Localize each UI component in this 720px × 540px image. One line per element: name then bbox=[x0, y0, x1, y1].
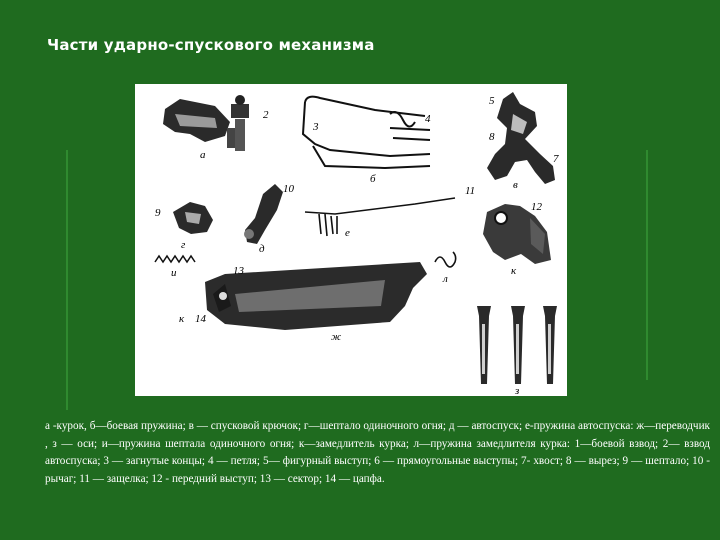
label-n10: 10 bbox=[283, 183, 294, 195]
trigger-part bbox=[487, 92, 555, 184]
accent-line-right bbox=[646, 150, 648, 380]
mechanism-figure bbox=[135, 84, 567, 396]
label-n12: 12 bbox=[531, 201, 542, 213]
sear-part bbox=[173, 202, 213, 234]
label-d: д bbox=[259, 243, 265, 255]
accent-line-left bbox=[66, 150, 68, 410]
label-n8: 8 bbox=[489, 131, 495, 143]
label-n3: 3 bbox=[313, 121, 319, 133]
retarder-spring-part bbox=[435, 252, 456, 267]
label-b: б bbox=[370, 173, 376, 185]
sear-spring-part bbox=[155, 256, 195, 262]
slide-title: Части ударно-спускового механизма bbox=[47, 36, 375, 54]
label-l: л bbox=[443, 273, 448, 285]
hammer-part bbox=[163, 95, 249, 151]
label-k-top: к bbox=[511, 265, 517, 277]
label-n13: 13 bbox=[233, 265, 244, 277]
label-n9: 9 bbox=[155, 207, 161, 219]
label-g: г bbox=[181, 239, 186, 251]
autorelease-part bbox=[244, 184, 283, 244]
label-n11: 11 bbox=[465, 185, 476, 197]
autorelease-spring-part bbox=[305, 198, 455, 236]
label-z: з bbox=[515, 385, 520, 396]
label-a: а bbox=[200, 149, 206, 161]
label-k-bottom: к bbox=[179, 313, 185, 325]
label-n4: 4 bbox=[425, 113, 431, 125]
label-n7: 7 bbox=[553, 153, 559, 165]
figure-caption: а -курок, б—боевая пружина; в — спусковой крючок; г—шептало одиночного огня; д — автоспуск; е-пружина автоспуска: ж—переводчик , з — оси; и—пружина шептала одиночного огня; к—замедлитель курка; л—пружина замедлителя курка: 1—боевой взвод; 2— взвод автоспуска; 3 — загнутые концы; 4 — петля; 5— фигурный выступ; 6 — прямоугольные выступы; 7- хвост; 8 — вырез; 9 — шептало; 10 - рычаг; 11 — защелка; 12 - передний выступ; 13 — сектор; 14 — цапфа. bbox=[45, 420, 710, 485]
label-zh: ж bbox=[331, 331, 342, 343]
axes-part bbox=[477, 306, 557, 384]
retarder-part bbox=[483, 204, 551, 264]
label-e: е bbox=[345, 227, 350, 239]
mainspring-part bbox=[303, 97, 430, 168]
label-n5: 5 bbox=[489, 95, 495, 107]
label-n14: 14 bbox=[195, 313, 206, 325]
label-v: в bbox=[513, 179, 518, 191]
label-i: и bbox=[171, 267, 177, 279]
label-n2: 2 bbox=[263, 109, 269, 121]
